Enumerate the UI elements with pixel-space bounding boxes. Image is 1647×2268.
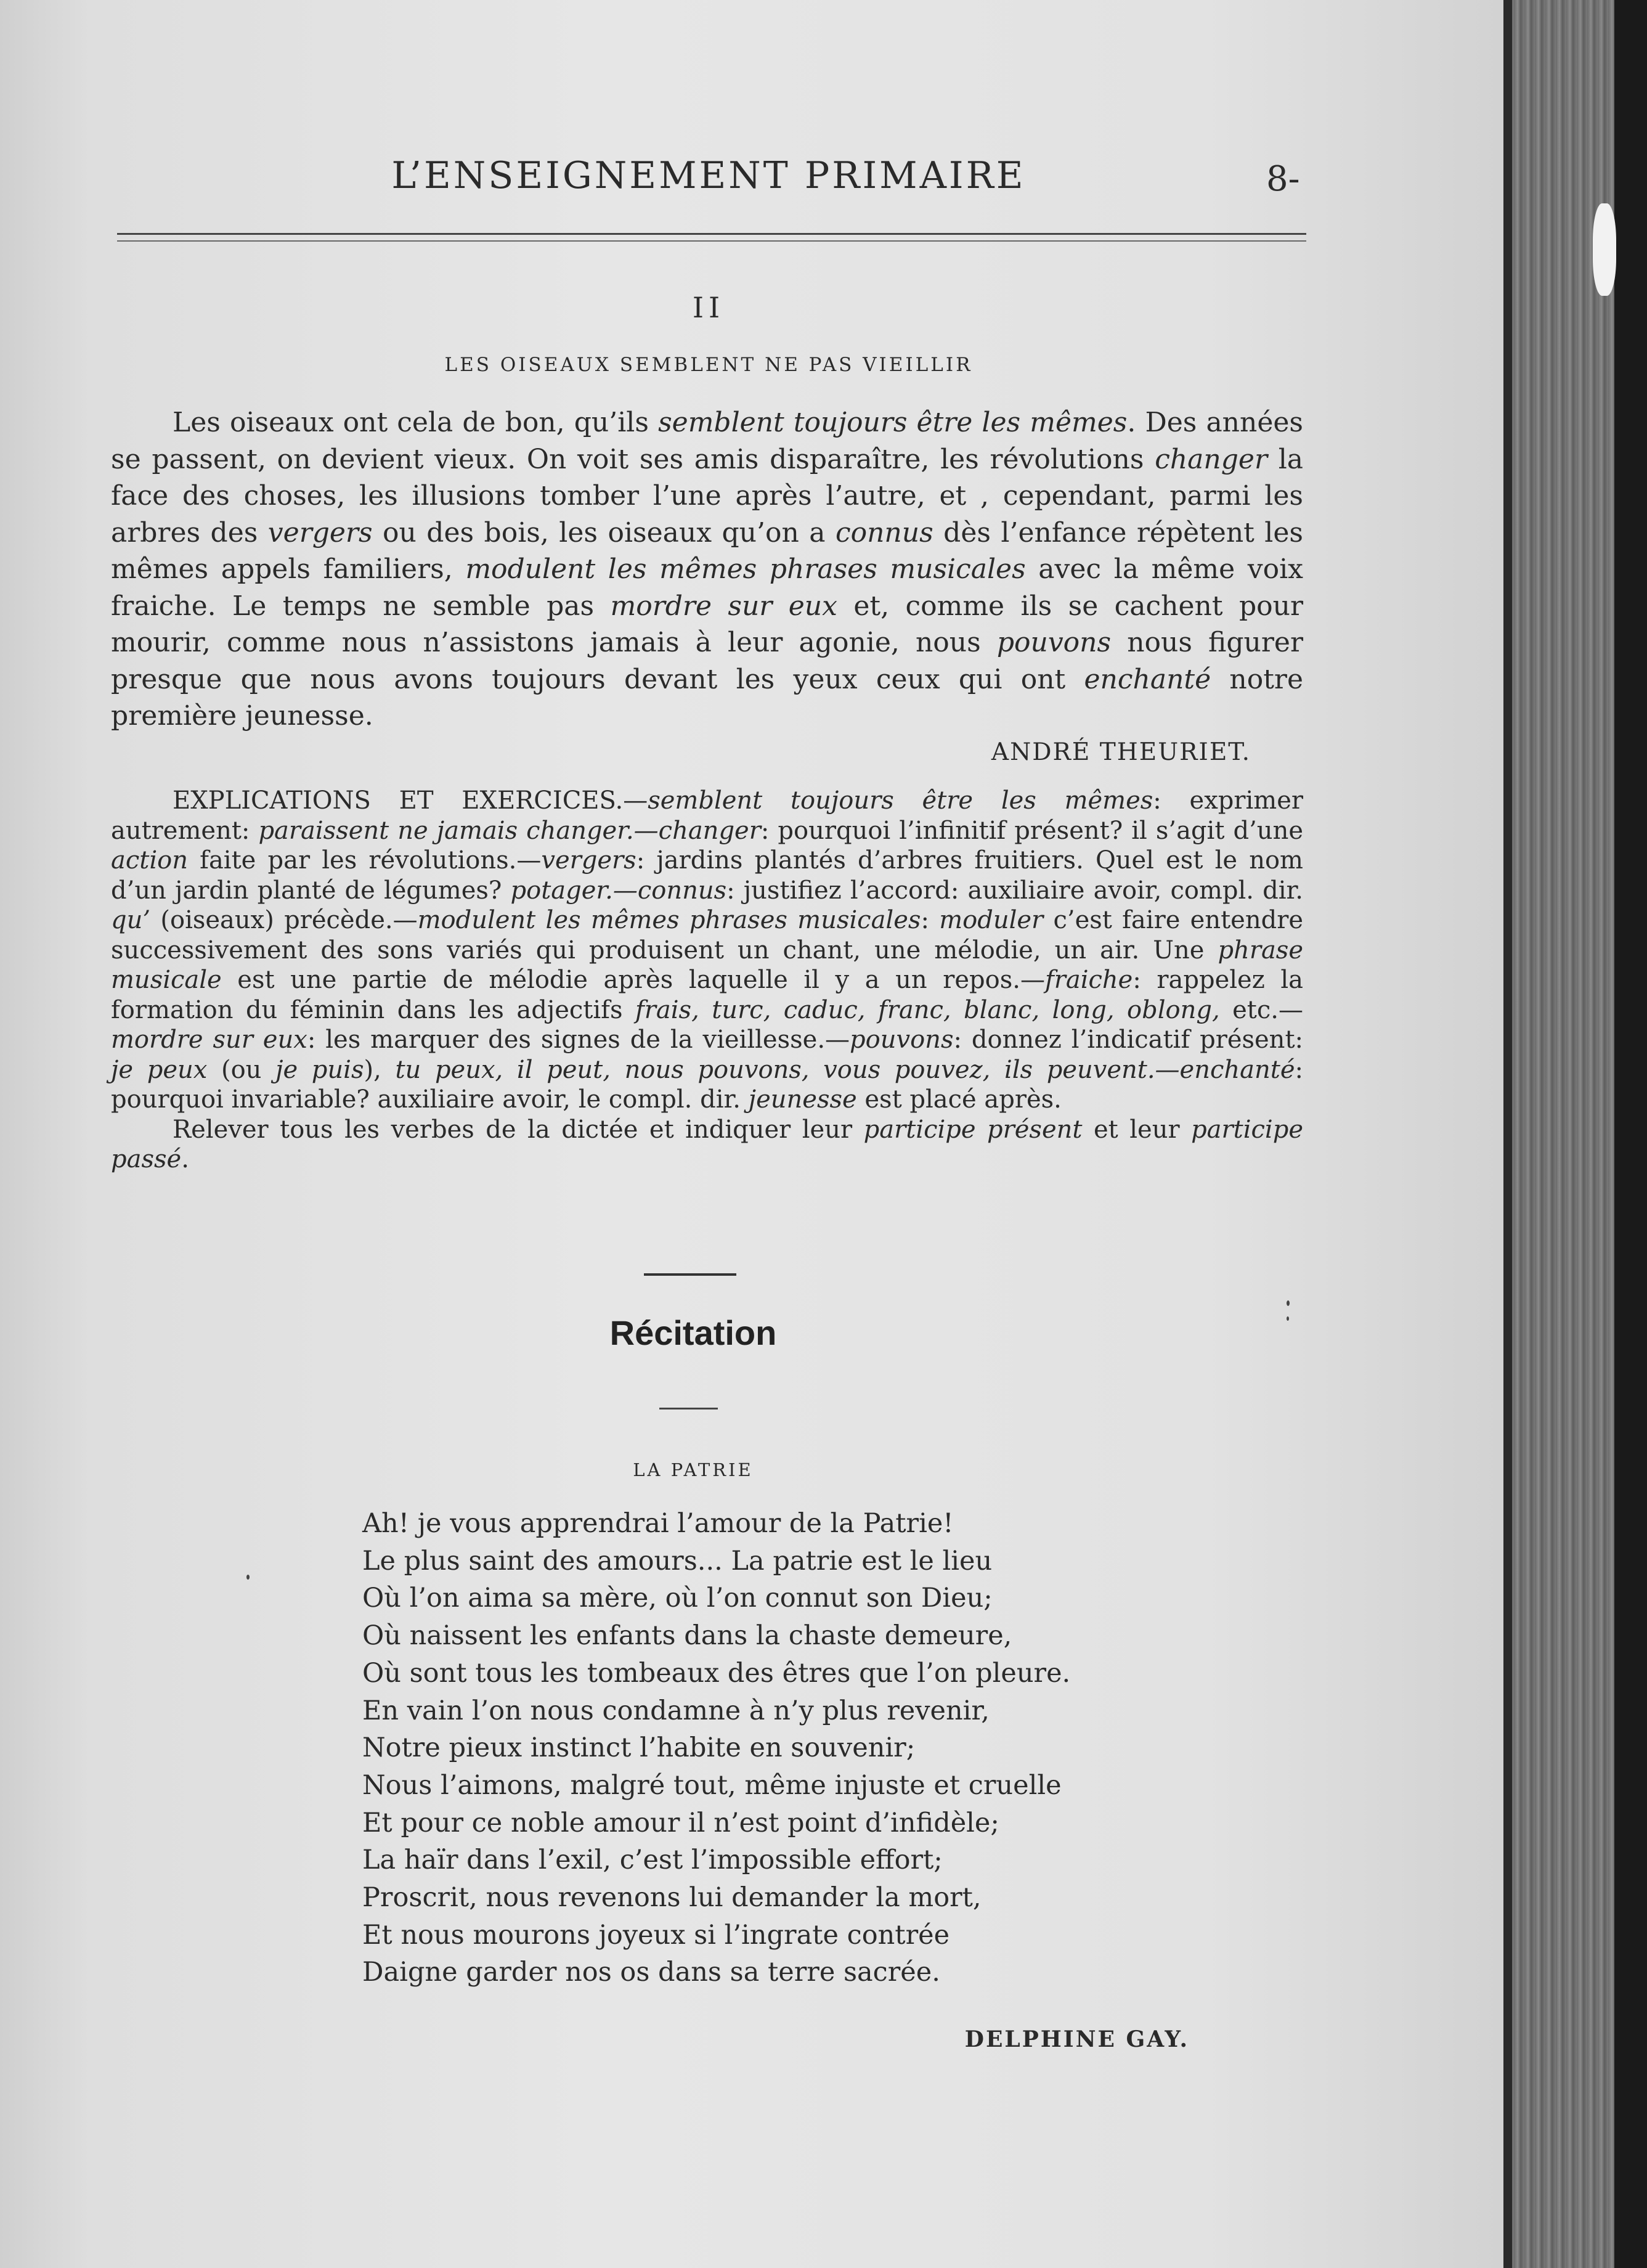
text-run: : xyxy=(921,906,940,934)
header-rule xyxy=(117,233,1306,235)
italic-run: mordre sur eux xyxy=(111,1026,307,1054)
italic-run: participe passé xyxy=(111,1115,1303,1173)
text-run: avec la même voix fraiche. Le temps ne semble pas xyxy=(111,553,1303,622)
page-number: 8- xyxy=(1266,159,1300,199)
text-run: Les oiseaux ont cela de bon, qu’ils xyxy=(173,407,659,438)
poem-line: Où sont tous les tombeaux des êtres que l’on pleure. xyxy=(362,1657,1071,1689)
italic-run: jeunesse xyxy=(748,1085,857,1114)
text-run: nous figurer presque que nous avons toujours devant les yeux ceux qui ont xyxy=(111,627,1303,695)
text-run: c’est faire entendre successivement des sons variés qui produisent un chant, une mélodie, un air. Une xyxy=(111,906,1303,965)
paper-tear xyxy=(1593,203,1616,296)
italic-run: moduler xyxy=(939,906,1044,934)
exercises-label: EXPLICATIONS ET EXERCICES. xyxy=(173,786,624,815)
italic-run: vergers xyxy=(267,516,373,549)
italic-run: pouvons xyxy=(850,1026,954,1054)
poem-line: Notre pieux instinct l’habite en souvenir; xyxy=(362,1732,916,1764)
text-run: etc.— xyxy=(1219,995,1304,1024)
italic-run: qu’ xyxy=(111,906,151,934)
poem-line: Le plus saint des amours... La patrie est le lieu xyxy=(362,1545,993,1577)
italic-run: connus xyxy=(835,516,933,549)
italic-run: modulent les mêmes phrases musicales xyxy=(465,553,1026,585)
poem xyxy=(362,1505,1287,1991)
italic-run: paraissent ne jamais changer.—changer xyxy=(258,816,761,845)
text-run: et leur xyxy=(1082,1115,1192,1144)
text-run: : pourquoi invariable? auxiliaire avoir, le compl. dir. xyxy=(111,1055,1303,1114)
recitation-heading: Récitation xyxy=(609,1313,777,1352)
text-run: notre première jeunesse. xyxy=(111,663,1303,732)
poem-line: Et pour ce noble amour il n’est point d’infidèle; xyxy=(362,1807,999,1838)
italic-run: frais, turc, caduc, franc, blanc, long, oblong, xyxy=(635,995,1220,1024)
text-run: ou des bois, les oiseaux qu’on a xyxy=(372,516,836,549)
italic-run: phrase musicale xyxy=(111,936,1303,994)
header-rule-thin xyxy=(117,240,1306,242)
italic-run: enchanté xyxy=(1084,663,1211,695)
ink-speck xyxy=(246,1575,250,1580)
italic-run: modulent les mêmes phrases musicales xyxy=(417,906,921,934)
poem-line: Daigne garder nos os dans sa terre sacrée. xyxy=(362,1957,940,1988)
ink-speck xyxy=(1287,1300,1290,1306)
italic-run: fraiche xyxy=(1044,966,1133,994)
page-edge-shadow xyxy=(1503,0,1512,2268)
poem-line: Proscrit, nous revenons lui demander la mort, xyxy=(362,1882,982,1914)
text-run: : jardins plantés d’arbres fruitiers. Quel est le nom d’un jardin planté de légumes? xyxy=(111,846,1303,905)
text-run: : les marquer des signes de la vieillesse.— xyxy=(307,1026,850,1054)
poem-line: En vain l’on nous condamne à n’y plus revenir, xyxy=(362,1695,990,1726)
text-run: faite par les révolutions.— xyxy=(187,846,542,875)
ink-speck xyxy=(1287,1316,1289,1321)
text-run: — xyxy=(623,786,648,815)
text-run: est placé après. xyxy=(856,1085,1062,1114)
poem-title: LA PATRIE xyxy=(633,1459,754,1480)
text-run: : donnez l’indicatif présent: xyxy=(953,1026,1303,1054)
italic-run: semblent toujours être les mêmes xyxy=(648,786,1153,815)
italic-run: changer xyxy=(1155,443,1267,475)
exercises-text xyxy=(111,786,1303,1175)
poem-line: Nous l’aimons, malgré tout, même injuste et cruelle xyxy=(362,1769,1062,1801)
italic-run: mordre sur eux xyxy=(610,590,837,622)
running-head: L’ENSEIGNEMENT PRIMAIRE xyxy=(391,154,1026,197)
text-run: . xyxy=(181,1145,189,1173)
text-run: . Des années se passent, on devient vieux. On voit ses amis disparaître, les révolutions xyxy=(111,407,1304,475)
italic-run: semblent toujours être les mêmes xyxy=(658,407,1128,438)
italic-run: vergers xyxy=(541,846,636,875)
italic-run: je peux xyxy=(111,1055,208,1084)
italic-run: potager.—connus xyxy=(510,876,727,905)
text-run: : exprimer autrement: xyxy=(111,786,1303,845)
italic-run: action xyxy=(111,846,188,875)
text-run: ), xyxy=(364,1055,396,1084)
text-run: (oiseaux) précède.— xyxy=(150,906,418,934)
spine-shadow xyxy=(1614,0,1647,2268)
section-divider xyxy=(644,1273,736,1276)
text-run: et, comme ils se cachent pour mourir, comme nous n’assistons jamais à leur agonie, nous xyxy=(111,590,1304,658)
italic-run: je puis xyxy=(275,1055,364,1084)
italic-run: participe présent xyxy=(863,1115,1083,1144)
heading-divider xyxy=(659,1408,718,1409)
text-run: (ou xyxy=(207,1055,276,1084)
dictation-text xyxy=(111,404,1303,735)
text-run: : rappelez la formation du féminin dans les adjectifs xyxy=(111,966,1304,1024)
dictation-paragraph xyxy=(111,404,1303,735)
poem-line: La haïr dans l’exil, c’est l’impossible effort; xyxy=(362,1845,943,1876)
text-run: la face des choses, les illusions tomber l’une après l’autre, et , cependant, parmi les arbres des xyxy=(111,443,1304,549)
text-run: est une partie de mélodie après laquelle il y a un repos.— xyxy=(221,966,1045,994)
poem-line: Et nous mourons joyeux si l’ingrate contrée xyxy=(362,1919,950,1951)
dictation-author: ANDRÉ THEURIET. xyxy=(991,738,1251,766)
text-run: : pourquoi l’infinitif présent? il s’agit d’une xyxy=(760,816,1304,845)
text-run: dès l’enfance répètent les mêmes appels familiers, xyxy=(111,516,1303,585)
poem-author: DELPHINE GAY. xyxy=(964,2026,1189,2052)
text-run: Relever tous les verbes de la dictée et indiquer leur xyxy=(173,1115,864,1144)
poem-line: Ah! je vous apprendrai l’amour de la Patrie! xyxy=(362,1508,954,1539)
italic-run: tu peux, il peut, nous pouvons, vous pouvez, ils peuvent.—enchanté xyxy=(395,1055,1295,1084)
section-number: II xyxy=(692,291,725,324)
exercises-paragraph-2 xyxy=(111,1115,1303,1175)
exercises-paragraph xyxy=(111,786,1303,1115)
poem-line: Où naissent les enfants dans la chaste demeure, xyxy=(362,1620,1012,1652)
section-title: LES OISEAUX SEMBLENT NE PAS VIEILLIR xyxy=(444,354,973,376)
italic-run: pouvons xyxy=(996,627,1112,658)
text-run: : justifiez l’accord: auxiliaire avoir, compl. dir. xyxy=(726,876,1303,905)
poem-line: Où l’on aima sa mère, où l’on connut son Dieu; xyxy=(362,1583,993,1614)
